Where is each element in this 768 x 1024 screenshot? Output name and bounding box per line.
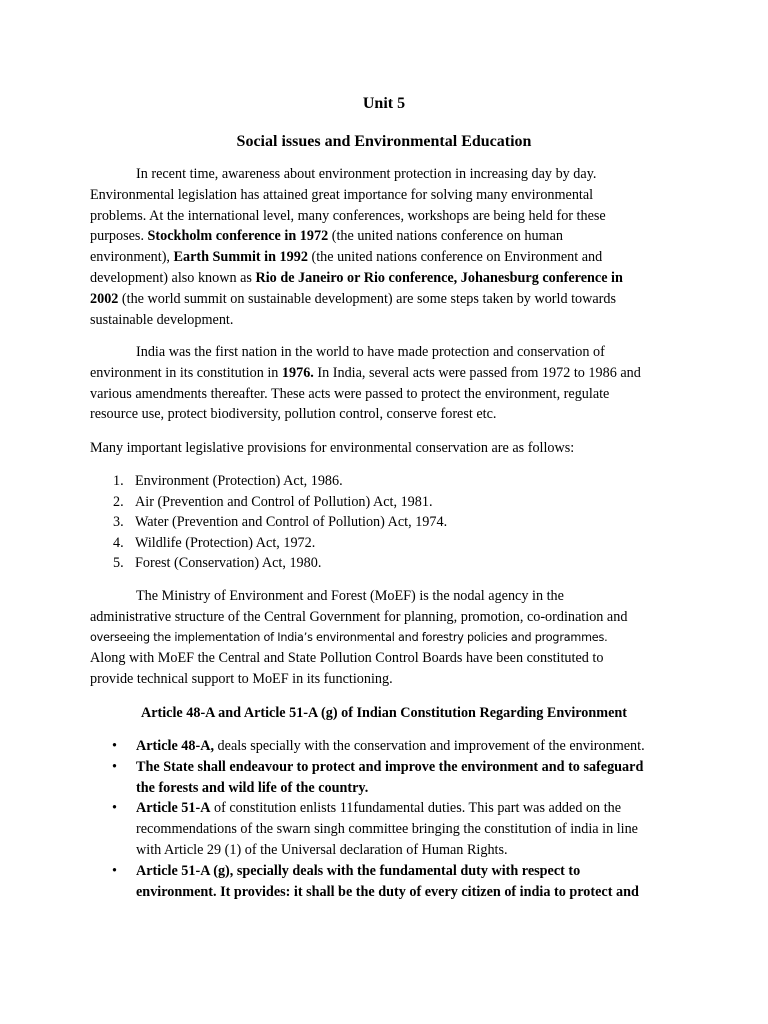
list-number: 1. [113,473,124,489]
list-item [112,861,712,903]
para4-line: provide technical support to MoEF in its functioning. [90,671,393,688]
bullet-icon: • [112,800,117,817]
para1-line: sustainable development. [90,311,234,328]
para2-line: various amendments thereafter. These acts were passed to protect the environment, regulate [90,385,610,402]
bullet-line: with Article 29 (1) of the Universal declaration of Human Rights. [136,841,508,858]
para4-line: administrative structure of the Central Government for planning, promotion, co-ordination and [90,608,628,625]
list-item [112,736,712,757]
list-item [90,492,447,513]
list-item [90,553,447,574]
para1-line [90,268,690,289]
unit-heading: Unit 5 [362,95,406,112]
text-run: development) also known as [90,269,256,286]
text-run: purposes. [90,228,148,245]
acts-list [90,471,447,574]
list-item [90,512,447,533]
bullet-line: recommendations of the swarn singh committee bringing the constitution of india in line [136,821,638,838]
list-item [112,798,712,860]
para1-line: Environmental legislation has attained great importance for solving many environmental [90,186,594,203]
bold-run: Earth Summit in 1992 [173,249,308,266]
text-run: deals specially with the conservation and improvement of the environment. [214,738,645,754]
page-title: Social issues and Environmental Education [236,133,532,150]
india-paragraph [90,342,690,425]
article-heading: Article 48-A and Article 51-A (g) of Indian Constitution Regarding Environment [140,705,628,721]
list-text: Environment (Protection) Act, 1986. [135,473,343,489]
bullet-line: Article 51-A (g), specially deals with the fundamental duty with respect to [136,862,581,879]
text-run: (the world summit on sustainable development) are some steps taken by world towards [118,290,617,307]
bold-run: 1976. [281,364,314,381]
text-run: of constitution enlists 11fundamental duties. This part was added on the [210,800,622,817]
para4-line: The Ministry of Environment and Forest (MoEF) is the nodal agency in the [136,588,564,604]
list-item [90,471,447,492]
list-number: 5. [113,555,124,572]
bold-run: Article 48-A, [136,738,214,754]
article-bullets [112,736,712,902]
para1-line [90,289,690,310]
para1-line: In recent time, awareness about environment protection in increasing day by day. [136,166,597,182]
list-number: 3. [113,514,124,531]
bold-run: Rio de Janeiro or Rio conference, Johanesburg conference in [255,269,623,286]
list-item [112,757,712,799]
intro-paragraph [90,164,690,330]
bullet-icon: • [112,758,117,775]
para3-line: Many important legislative provisions for environmental conservation are as follows: [90,440,575,456]
list-text: Air (Prevention and Control of Pollution) Act, 1981. [135,493,433,510]
bullet-line [136,736,712,757]
text-run: environment in its constitution in [90,364,282,381]
para4-line: overseeing the implementation of India’s environmental and forestry policies and programmes. [90,630,608,644]
text-run: In India, several acts were passed from 1972 to 1986 and [313,364,641,381]
bullet-icon: • [112,738,117,754]
moef-paragraph [90,586,690,690]
text-run: environment), [90,249,174,266]
para2-line: resource use, protect biodiversity, pollution control, conserve forest etc. [90,406,497,423]
list-text: Wildlife (Protection) Act, 1972. [135,534,316,551]
para1-line [90,226,690,247]
bullet-line: environment. It provides: it shall be the duty of every citizen of india to protect and [136,883,639,900]
para2-line [90,363,690,384]
bold-run: 2002 [90,290,119,307]
bold-run: Article 51-A [136,800,211,817]
para4-line: Along with MoEF the Central and State Pollution Control Boards have been constituted to [90,650,604,667]
para1-line [90,247,690,268]
list-number: 4. [113,534,124,551]
para2-line: India was the first nation in the world to have made protection and conservation of [136,344,605,360]
list-item [90,533,447,554]
bullet-icon: • [112,862,117,879]
para1-line: problems. At the international level, many conferences, workshops are being held for these [90,207,606,224]
bold-run: Stockholm conference in 1972 [147,228,329,245]
provisions-intro [90,438,690,459]
list-number: 2. [113,493,124,510]
list-text: Water (Prevention and Control of Pollution) Act, 1974. [135,514,448,531]
bullet-line: the forests and wild life of the country. [136,779,369,796]
text-run: (the united nations conference on Environment and [307,249,603,266]
bullet-line [136,798,712,819]
bullet-line: The State shall endeavour to protect and improve the environment and to safeguard [136,758,644,775]
list-text: Forest (Conservation) Act, 1980. [135,555,322,572]
text-run: (the united nations conference on human [328,228,563,245]
